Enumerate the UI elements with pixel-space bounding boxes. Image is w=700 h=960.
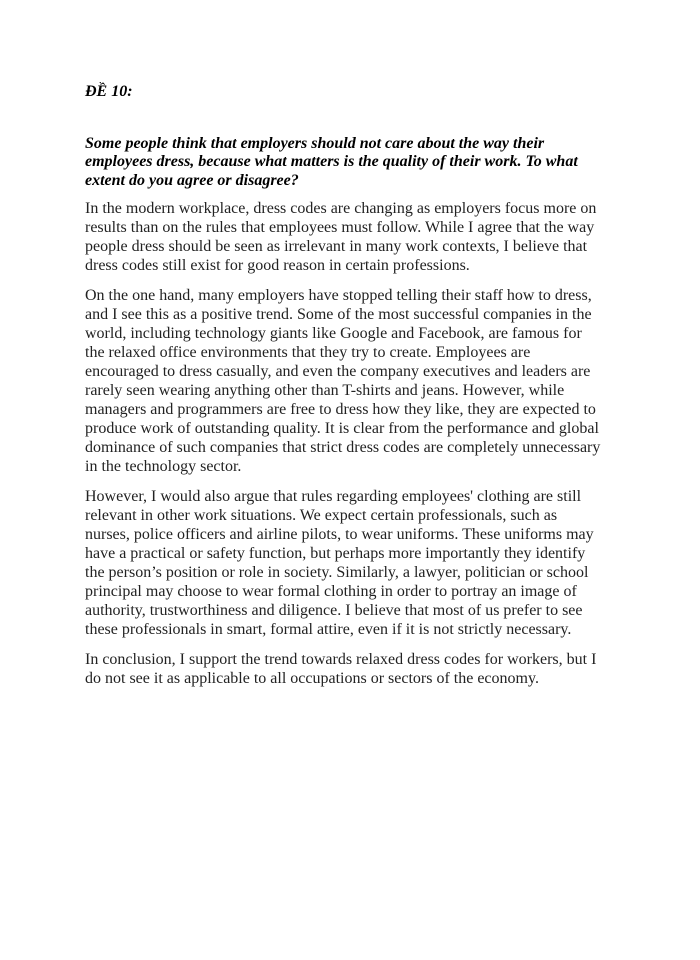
essay-paragraph-introduction: In the modern workplace, dress codes are changing as employers focus more on results than on the rules that employees must follow. While I agree that the way people dress should be seen as irrelevant in many work contexts, I believe that dress codes still exist for good reason in certain professions.: [85, 200, 597, 274]
essay-paragraph-body-1: On the one hand, many employers have stopped telling their staff how to dress, and I see this as a positive trend. Some of the most successful companies in the world, including technology giants like Google and Facebook, are famous for the relaxed office environments that they try to create. Employees are encouraged to dress casually, and even the company executives and leaders are rarely seen wearing anything other than T-shirts and jeans. However, while managers and programmers are free to dress how they like, they are expected to produce work of outstanding quality. It is clear from the performance and global dominance of such companies that strict dress codes are completely unnecessary in the technology sector.: [85, 287, 601, 475]
essay-question: Some people think that employers should not care about the way their employees dress, because what matters is the quality of their work. To what extent do you agree or disagree?: [85, 135, 578, 189]
essay-body: [85, 199, 615, 699]
essay-paragraph-body-2: However, I would also argue that rules regarding employees' clothing are still relevant in other work situations. We expect certain professionals, such as nurses, police officers and airline pilots, to wear uniforms. These uniforms may have a practical or safety function, but perhaps more importantly they identify the person’s position or role in society. Similarly, a lawyer, politician or school principal may choose to wear formal clothing in order to portray an image of authority, trustworthiness and diligence. I believe that most of us prefer to see these professionals in smart, formal attire, even if it is not strictly necessary.: [85, 488, 594, 638]
essay-paragraph-conclusion: In conclusion, I support the trend towards relaxed dress codes for workers, but I do not see it as applicable to all occupations or sectors of the economy.: [85, 651, 597, 687]
document-title: ĐỀ 10:: [85, 83, 133, 100]
